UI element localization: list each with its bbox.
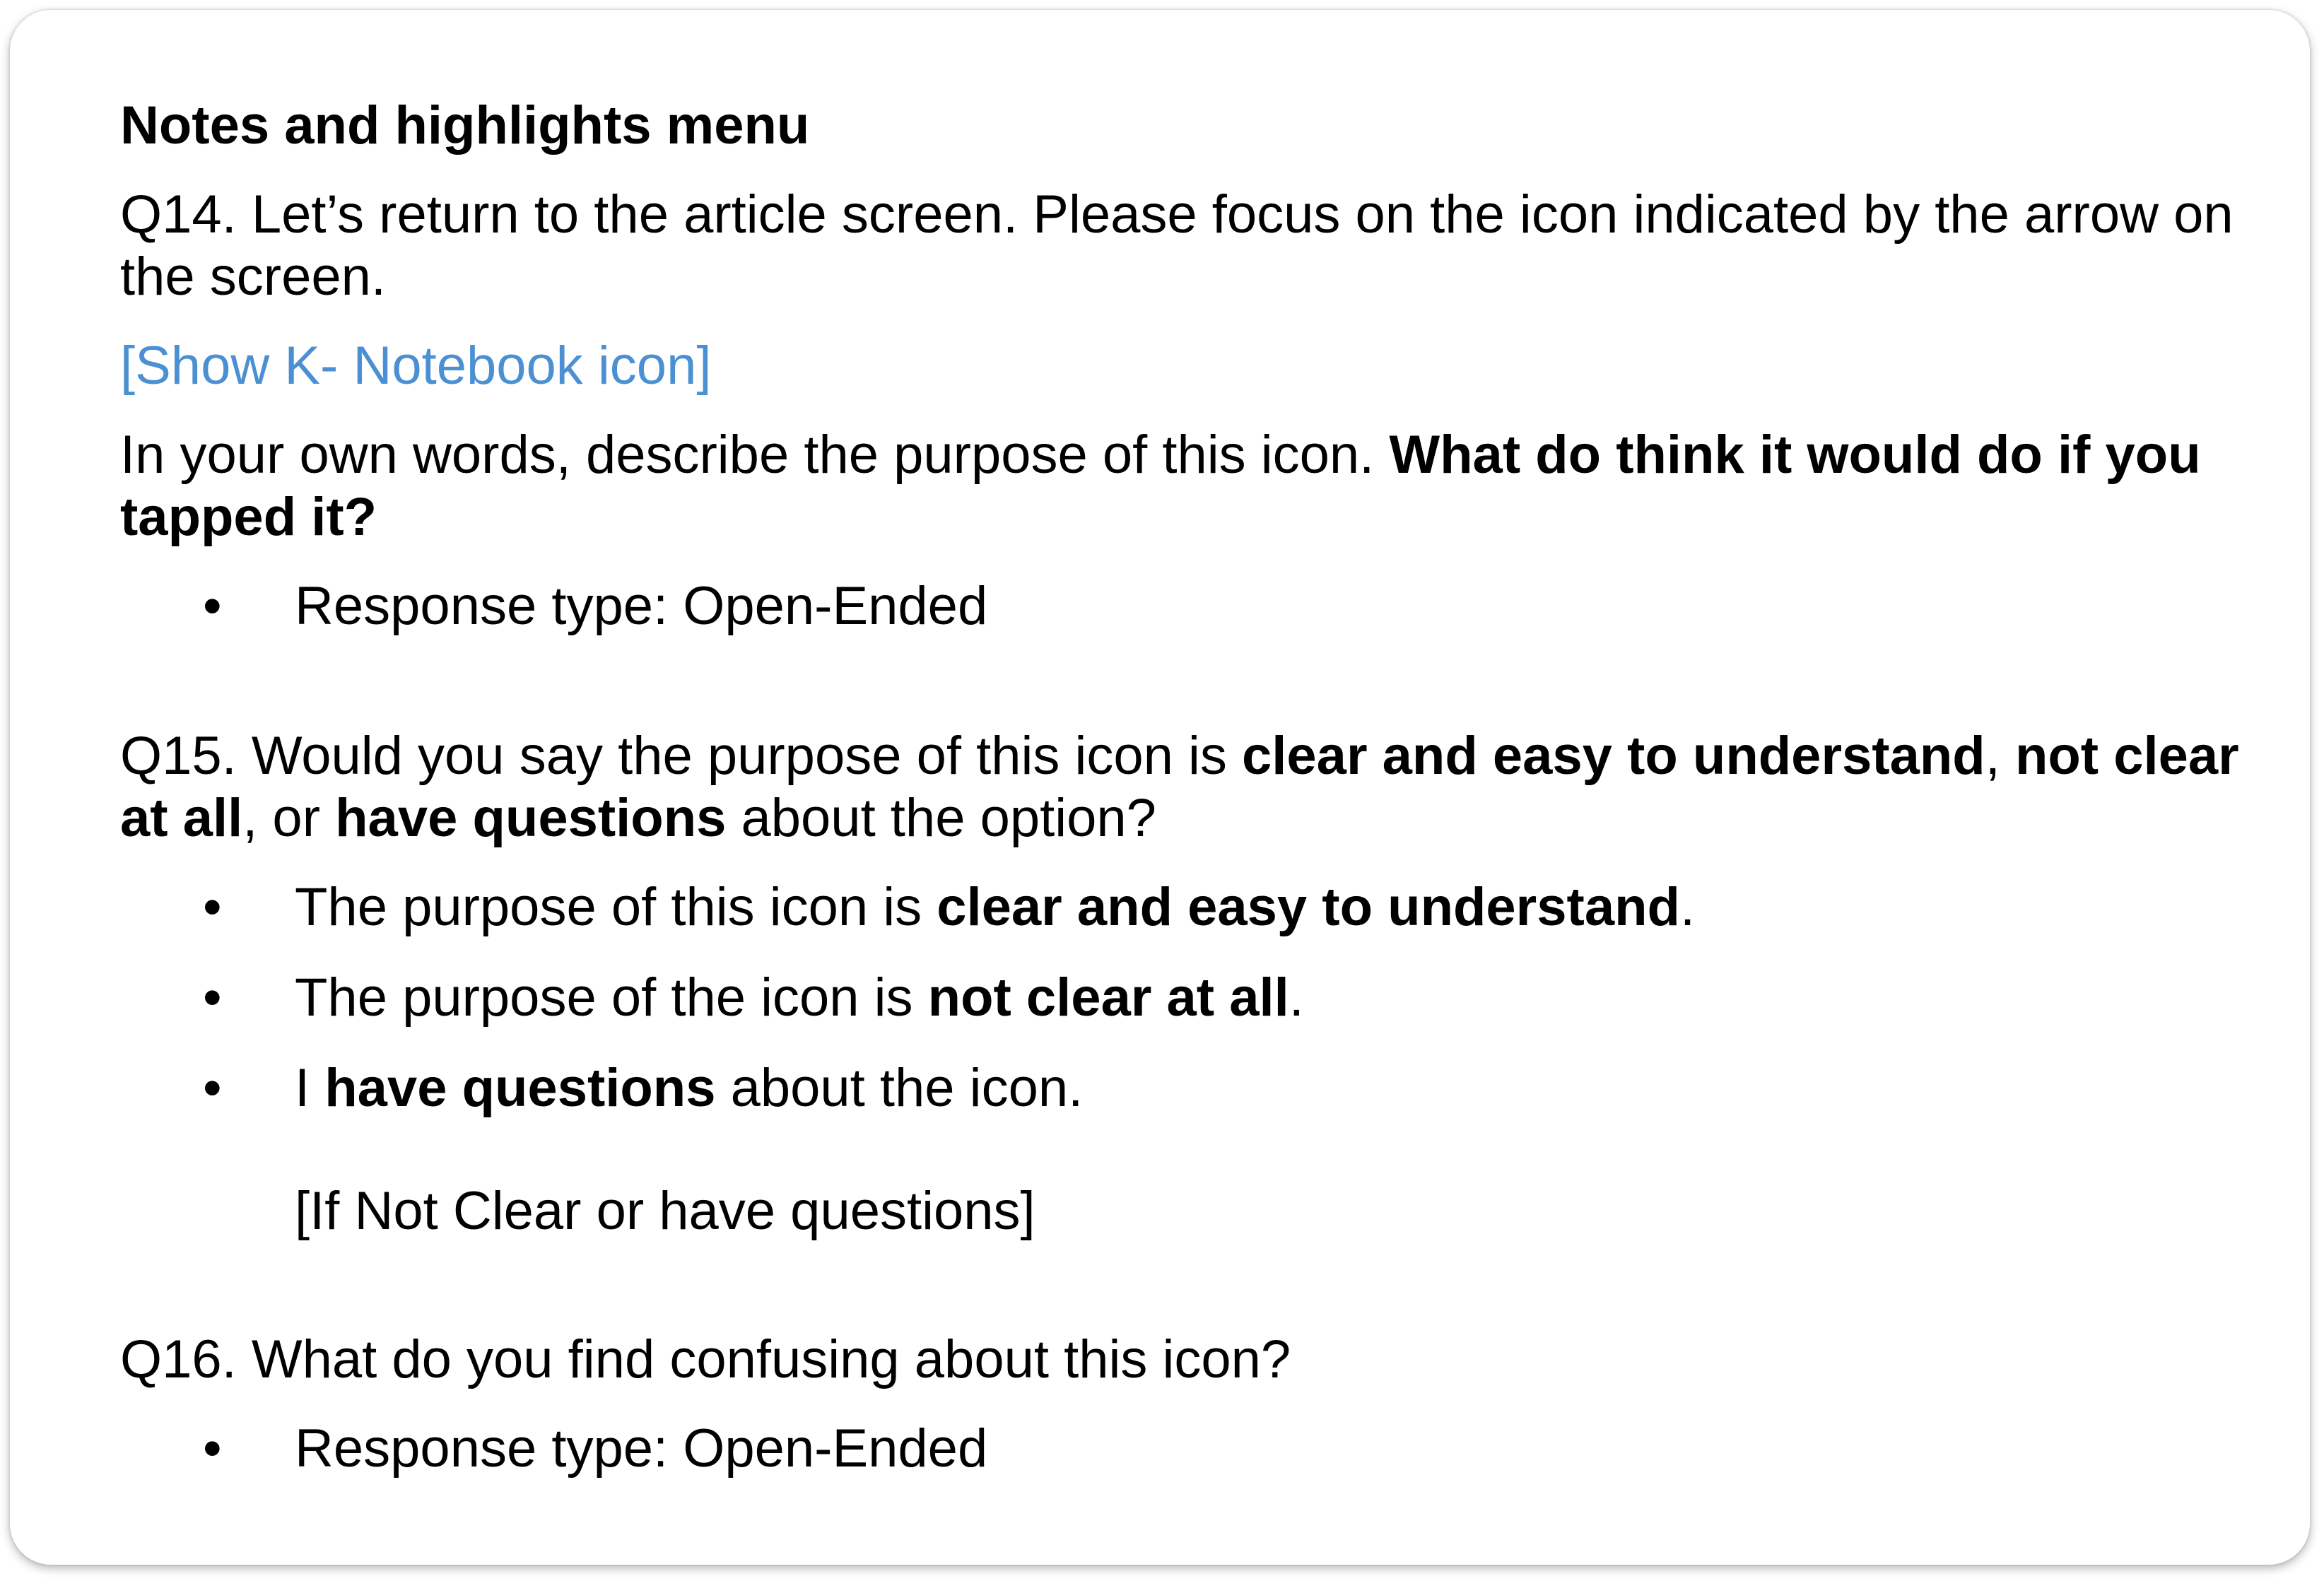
q15-prompt-comma: , <box>1985 726 2015 786</box>
option-bold: clear and easy to understand <box>937 877 1680 937</box>
option-text: . <box>1679 877 1696 937</box>
q15-prompt-end: about the option? <box>726 788 1156 848</box>
bullet-marker: • <box>203 968 222 1028</box>
option-text: about the icon. <box>715 1058 1084 1118</box>
q14-describe-text: In your own words, describe the purpose of this icon. <box>120 425 1390 485</box>
list-item <box>120 876 2283 939</box>
spacer <box>120 1242 2283 1329</box>
list-item <box>120 575 2283 637</box>
bullet-marker: • <box>203 1418 222 1479</box>
q15-prompt-bold-clear: clear and easy to understand <box>1242 726 1985 786</box>
q15-prompt-bold-not-clear: not clear at all <box>120 726 2239 848</box>
q14-response-list <box>120 575 2283 637</box>
q14-describe-bold: What do think it would do if you tapped it? <box>120 425 2201 547</box>
option-bold: have questions <box>324 1058 716 1118</box>
option-text: The purpose of the icon is <box>295 968 928 1028</box>
q16-prompt: Q16. What do you find confusing about this icon? <box>120 1329 1291 1389</box>
q15-prompt-start: Q15. Would you say the purpose of this icon is <box>120 726 1243 786</box>
q15-branch-note: [If Not Clear or have questions] <box>295 1181 1035 1241</box>
section-title: Notes and highlights menu <box>120 95 810 155</box>
option-text: The purpose of this icon is <box>295 877 937 937</box>
document-content <box>120 95 2283 1508</box>
option-text: . <box>1289 968 1304 1028</box>
document-card <box>10 10 2310 1565</box>
q14-describe <box>120 424 2283 548</box>
q14-response-type: Response type: Open-Ended <box>295 576 988 636</box>
option-bold: not clear at all <box>927 968 1289 1028</box>
list-item <box>120 967 2283 1029</box>
bullet-marker: • <box>203 877 222 937</box>
q15-prompt-bold-questions: have questions <box>335 788 727 848</box>
option-text: I <box>295 1058 325 1118</box>
show-notebook-icon-link[interactable]: [Show K- Notebook icon] <box>120 336 712 396</box>
spacer <box>120 666 2283 725</box>
q16-response-list <box>120 1418 2283 1480</box>
q15-options-list <box>120 876 2283 1119</box>
q15-prompt-or: , or <box>242 788 336 848</box>
list-item <box>120 1057 2283 1119</box>
bullet-marker: • <box>203 576 222 636</box>
q14-prompt: Q14. Let’s return to the article screen. Please focus on the icon indicated by the arrow on the screen. <box>120 184 2234 307</box>
bullet-marker: • <box>203 1058 222 1118</box>
q15-prompt <box>120 725 2283 850</box>
q16-response-type: Response type: Open-Ended <box>295 1418 988 1479</box>
list-item <box>120 1418 2283 1480</box>
